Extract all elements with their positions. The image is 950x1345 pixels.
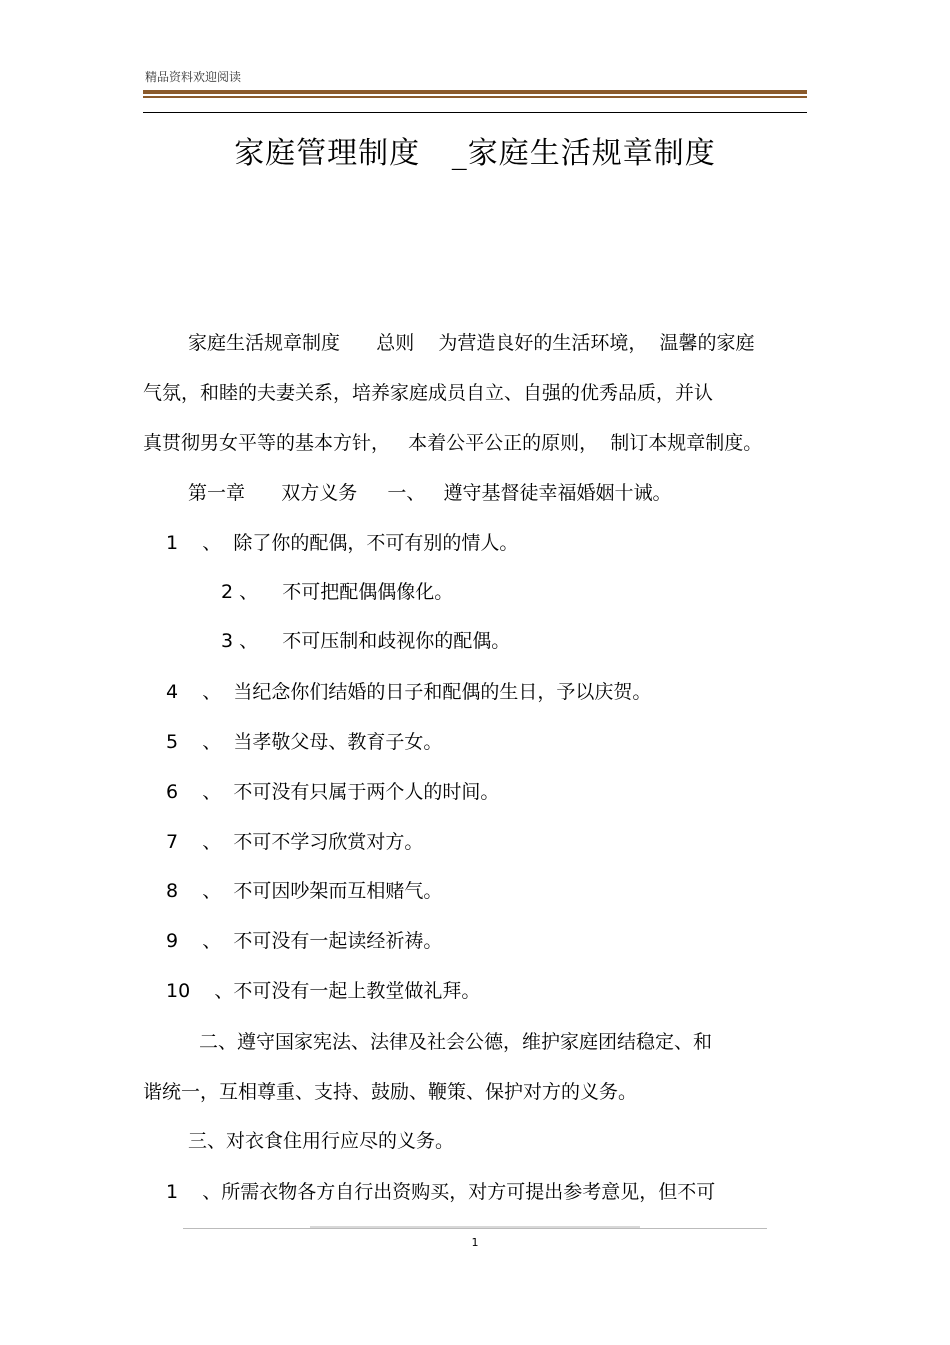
footer-rule-shade	[310, 1226, 640, 1228]
body-line: 第一章 双方义务 一、 遵守基督徒幸福婚姻十诫。	[188, 482, 672, 504]
body-line: 家庭生活规章制度 总则 为营造良好的生活环境， 温馨的家庭	[188, 332, 755, 354]
body-line: 二、遵守国家宪法、法律及社会公德，维护家庭团结稳定、和	[199, 1031, 713, 1053]
header-rule-thin	[143, 96, 807, 98]
body-line: 1 、 除了你的配偶，不可有别的情人。	[166, 532, 519, 554]
body-line: 10 、不可没有一起上教堂做礼拜。	[166, 980, 481, 1002]
body-line: 谐统一，互相尊重、支持、鼓励、鞭策、保护对方的义务。	[143, 1081, 638, 1103]
body-line: 1 、所需衣物各方自行出资购买，对方可提出参考意见，但不可	[166, 1181, 716, 1203]
body-line: 6 、 不可没有只属于两个人的时间。	[166, 781, 500, 803]
header-rule-thick	[143, 90, 807, 94]
body-line: 9 、 不可没有一起读经祈祷。	[166, 930, 443, 952]
body-line: 气氛，和睦的夫妻关系，培养家庭成员自立、自强的优秀品质，并认	[143, 382, 714, 404]
body-line: 5 、 当孝敬父母、教育子女。	[166, 731, 443, 753]
footer-rule	[183, 1228, 767, 1229]
body-line: 真贯彻男女平等的基本方针， 本着公平公正的原则， 制订本规章制度。	[143, 432, 763, 454]
header-rule-black	[143, 112, 807, 113]
body-line: 8 、 不可因吵架而互相赌气。	[166, 880, 443, 902]
body-line: 4 、 当纪念你们结婚的日子和配偶的生日，予以庆贺。	[166, 681, 652, 703]
document-title: 家庭管理制度 _家庭生活规章制度	[234, 136, 716, 171]
page-header-text: 精品资料欢迎阅读	[145, 70, 242, 84]
body-line: 三、对衣食住用行应尽的义务。	[188, 1130, 455, 1152]
body-line: 7 、 不可不学习欣赏对方。	[166, 831, 424, 853]
body-line: 2 、 不可把配偶偶像化。	[221, 581, 454, 603]
page-number: 1	[471, 1236, 479, 1249]
body-line: 3 、 不可压制和歧视你的配偶。	[221, 630, 511, 652]
